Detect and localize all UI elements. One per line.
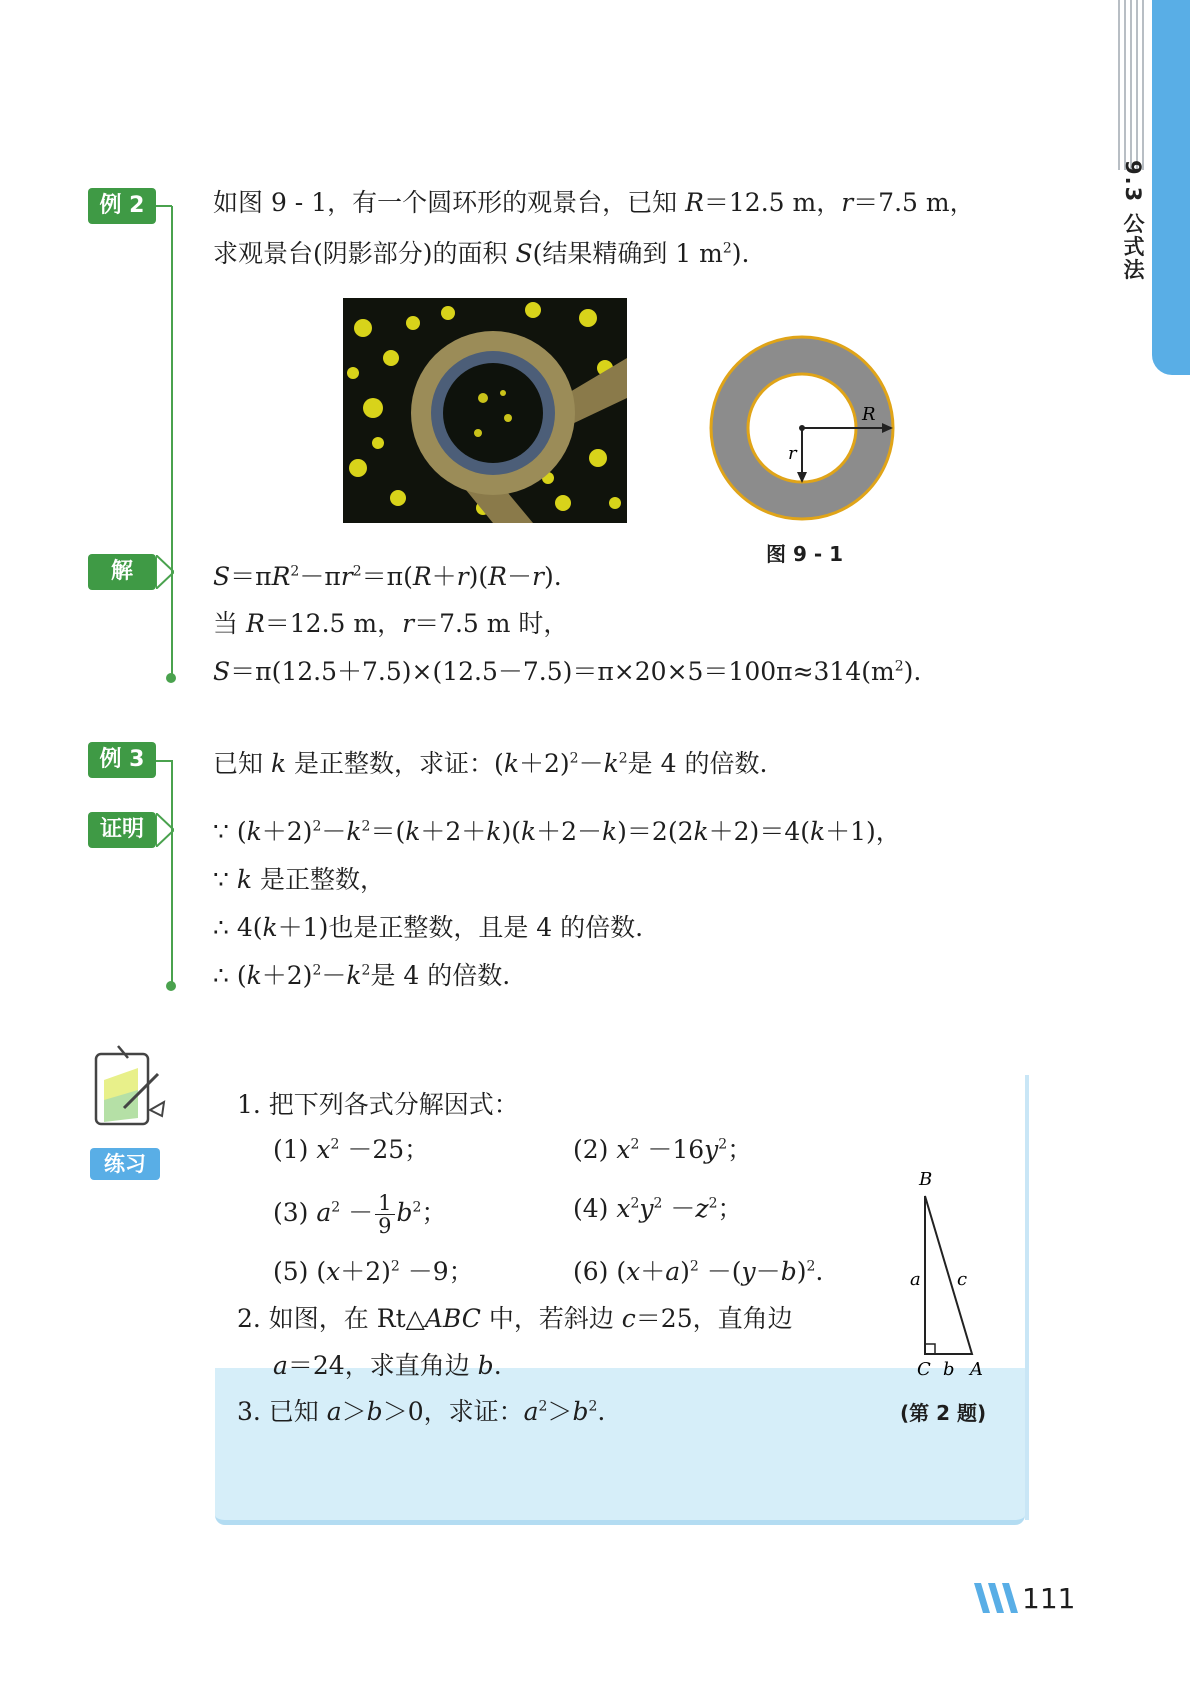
exercise-q1-5: (5) $(x+2)^2 -9$； bbox=[273, 1257, 474, 1286]
proof-line-1: ∵ $(k+2)^2-k^2=(k+2+k)(k+2-k)=2(2k+2)=4(k+1)$， bbox=[213, 817, 901, 846]
exercise-notebook-icon bbox=[84, 1040, 166, 1132]
proof-tag: 证明 bbox=[88, 812, 156, 848]
exercise-q1: 1. 把下列各式分解因式： bbox=[237, 1090, 519, 1119]
exercise-q1-3: (3) $a^2$ － $\frac{1}{9}$ $b^2$； bbox=[273, 1191, 447, 1238]
proof-arrow-icon bbox=[156, 813, 174, 847]
viewing-platform-photo bbox=[343, 298, 627, 523]
figure-caption: 图 9 - 1 bbox=[766, 542, 844, 566]
exercise-q2-line-1: 2. 如图，在 Rt△ABC 中，若斜边 c＝25，直角边 bbox=[237, 1304, 793, 1333]
exercise-q1-4: (4) $x^2y^2 -z^2$； bbox=[573, 1194, 743, 1223]
svg-text:A: A bbox=[970, 1359, 983, 1378]
proof-end-dot bbox=[166, 981, 176, 991]
example-3-tag: 例 3 bbox=[88, 742, 156, 778]
section-tab bbox=[1152, 0, 1190, 375]
annulus-diagram bbox=[708, 334, 898, 524]
page-marker-icon bbox=[974, 1583, 1020, 1613]
exercise-band bbox=[215, 1368, 1025, 1525]
solution-tag: 解 bbox=[88, 554, 156, 590]
solution-line-3: $S=\pi(12.5+7.5)\times(12.5-7.5)=\pi\times 20\times 5=100\pi\approx 314(m^2)$. bbox=[213, 657, 922, 686]
example-2-line bbox=[171, 206, 173, 674]
exercise-q1-1: (1) $x^2 -25$； bbox=[273, 1135, 430, 1164]
example-2-tag: 例 2 bbox=[88, 188, 156, 224]
solution-end-dot bbox=[166, 673, 176, 683]
svg-text:a: a bbox=[910, 1269, 921, 1290]
example-2-line-1: 如图 9 - 1，有一个圆环形的观景台，已知 R＝12.5 m，r＝7.5 m， bbox=[213, 188, 975, 217]
svg-text:B: B bbox=[919, 1169, 933, 1190]
exercise-tag: 练习 bbox=[90, 1148, 160, 1180]
example-3-line bbox=[171, 760, 173, 985]
solution-line-2: 当 R＝12.5 m，r＝7.5 m 时， bbox=[213, 609, 569, 638]
exercise-q3: 3. 已知 a＞b＞0，求证：$a^2>b^2$. bbox=[237, 1397, 606, 1426]
triangle-caption: (第 2 题) bbox=[900, 1401, 987, 1425]
exercise-q1-2: (2) $x^2 -16y^2$； bbox=[573, 1135, 753, 1164]
svg-text:c: c bbox=[957, 1269, 968, 1290]
svg-text:b: b bbox=[943, 1359, 955, 1378]
page-number: 111 bbox=[1022, 1582, 1076, 1615]
exercise-q1-6: (6) $(x+a)^2 -(y-b)^2$. bbox=[573, 1257, 824, 1286]
label-r: r bbox=[788, 443, 797, 464]
proof-line-4: ∴ $(k+2)^2-k^2$是 4 的倍数. bbox=[213, 961, 511, 990]
svg-text:C: C bbox=[917, 1359, 931, 1378]
example-3-line-1: 已知 k 是正整数，求证：$(k+2)^2-k^2$是 4 的倍数. bbox=[213, 749, 768, 778]
example-2-line-2: 求观景台(阴影部分)的面积 S(结果精确到 1 $m^2$). bbox=[213, 239, 750, 268]
section-label: 9.3 公式法 bbox=[1121, 160, 1145, 282]
proof-line-3: ∴ 4(k＋1)也是正整数，且是 4 的倍数. bbox=[213, 913, 644, 942]
right-triangle-diagram bbox=[900, 1168, 990, 1378]
label-R: R bbox=[862, 404, 876, 425]
exercise-q2-line-2: a＝24，求直角边 b. bbox=[273, 1351, 502, 1380]
solution-arrow-icon bbox=[156, 555, 174, 589]
proof-line-2: ∵ k 是正整数， bbox=[213, 865, 385, 894]
solution-line-1: $S=\pi R^2-\pi r^2=\pi(R+r)(R-r)$. bbox=[213, 562, 562, 591]
